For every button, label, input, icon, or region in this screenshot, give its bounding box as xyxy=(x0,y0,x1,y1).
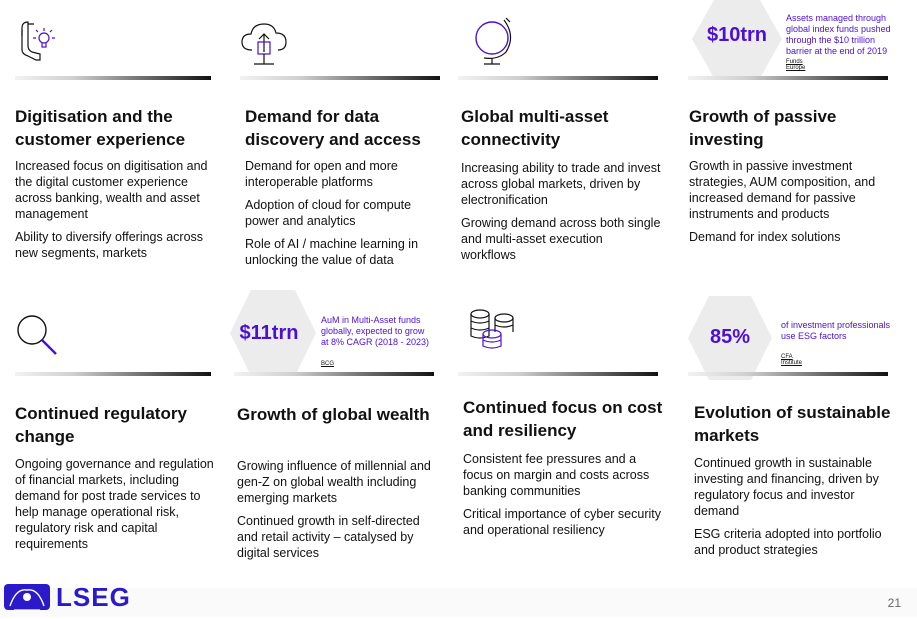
card-title: Growth of global wealth xyxy=(237,405,430,424)
stat-source: BCG xyxy=(321,361,335,367)
card-paragraph: Ability to diversify offerings across new segments, markets xyxy=(15,230,204,260)
card-paragraph: Adoption of cloud for compute power and analytics xyxy=(245,198,412,228)
card-title: Global multi-asset connectivity xyxy=(461,107,609,149)
stat-note: Assets managed through global index funds pushed through the $10 trillion barrier at the end of 2019 xyxy=(786,13,891,56)
cloud-upload-icon xyxy=(240,20,292,75)
footer xyxy=(0,588,917,617)
stat-value: $10trn xyxy=(706,24,768,46)
card-body xyxy=(245,158,445,275)
magnifier-icon xyxy=(14,312,60,363)
stat-value: $11trn xyxy=(239,322,299,344)
section-rule xyxy=(688,76,888,80)
card-body xyxy=(15,158,215,268)
card-title: Digitisation and the customer experience xyxy=(15,107,186,149)
card-paragraph: Increased focus on digitisation and the digital customer experience across banking, wealth and asset management xyxy=(15,159,208,221)
card-paragraph: Continued growth in sustainable investing and financing, driven by regulatory focus and investor demand xyxy=(694,456,879,518)
card-body xyxy=(689,158,889,252)
card-body xyxy=(15,456,215,559)
globe-icon xyxy=(470,14,518,71)
section-rule xyxy=(458,372,658,376)
stat-value: 85% xyxy=(709,326,751,348)
section-rule xyxy=(15,76,211,80)
section-rule xyxy=(240,76,440,80)
coin-stacks-icon xyxy=(468,306,518,357)
card-title: Demand for data discovery and access xyxy=(245,107,421,149)
card-body xyxy=(694,455,894,565)
card-paragraph: Consistent fee pressures and a focus on margin and costs across banking communities xyxy=(463,452,650,498)
card-paragraph: Role of AI / machine learning in unlocking the value of data xyxy=(245,237,419,267)
card-paragraph: Growing demand across both single and multi-asset execution workflows xyxy=(461,216,661,262)
section-rule xyxy=(458,76,658,80)
card-body xyxy=(463,451,663,545)
page-number: 21 xyxy=(887,596,901,610)
lightbulb-icon xyxy=(18,20,66,69)
card-paragraph: Continued growth in self-directed and retail activity – catalysed by digital services xyxy=(237,514,420,560)
card-body xyxy=(461,160,661,270)
section-rule xyxy=(688,372,888,376)
stat-note: of investment professionals use ESG factors xyxy=(781,320,891,341)
card-paragraph: Demand for open and more interoperable platforms xyxy=(245,159,398,189)
card-paragraph: Growth in passive investment strategies, AUM composition, and increased demand for passive instruments and products xyxy=(689,159,876,221)
card-title: Evolution of sustainable markets xyxy=(694,403,891,445)
stat-note: AuM in Multi-Asset funds globally, expected to grow at 8% CAGR (2018 - 2023) xyxy=(321,315,430,347)
card-body xyxy=(237,458,437,568)
card-paragraph: Ongoing governance and regulation of financial markets, including demand for post trade services to help manage operational risk, regulatory risk and capital requirements xyxy=(15,457,214,551)
card-paragraph: Demand for index solutions xyxy=(689,230,841,244)
card-title: Continued focus on cost and resiliency xyxy=(463,398,663,440)
stat-source: CFA Institute xyxy=(781,354,803,366)
section-rule xyxy=(15,372,211,376)
card-title: Continued regulatory change xyxy=(15,404,187,446)
card-title: Growth of passive investing xyxy=(689,107,837,149)
brand-name: LSEG xyxy=(56,582,131,612)
stat-source: Funds Europe xyxy=(786,59,806,71)
card-paragraph: Critical importance of cyber security and operational resiliency xyxy=(463,507,661,537)
card-paragraph: Growing influence of millennial and gen-Z on global wealth including emerging markets xyxy=(237,459,431,505)
lseg-crest-logo xyxy=(2,580,52,619)
section-rule xyxy=(234,372,434,376)
card-paragraph: Increasing ability to trade and invest across global markets, driven by electronification xyxy=(461,161,661,207)
card-paragraph: ESG criteria adopted into portfolio and product strategies xyxy=(694,527,882,557)
